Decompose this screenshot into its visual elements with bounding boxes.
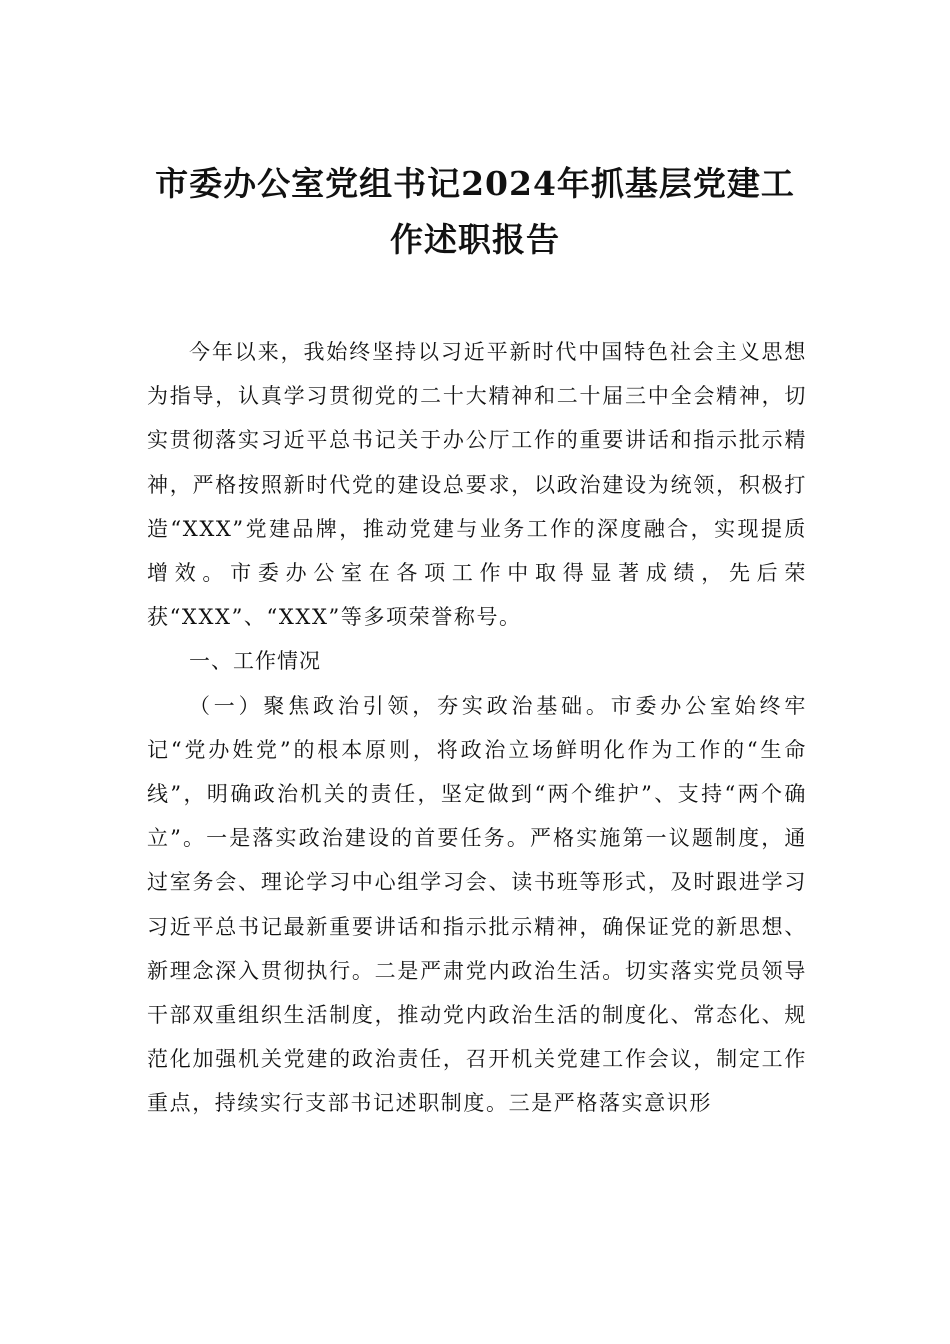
title-line-1: 市委办公室党组书记2024年抓基层党建工 <box>155 164 795 203</box>
intro-paragraph: 今年以来，我始终坚持以习近平新时代中国特色社会主义思想为指导，认真学习贯彻党的二十大精神和二十届三中全会精神，切实贯彻落实习近平总书记关于办公厅工作的重要讲话和指示批示精神，严格按照新时代党的建设总要求，以政治建设为统领，积极打造“XXX”党建品牌，推动党建与业务工作的深度融合，实现提质增效。市委办公室在各项工作中取得显著成绩，先后荣获“XXX”、“XXX”等多项荣誉称号。 <box>147 340 807 630</box>
title-line-2: 作述职报告 <box>390 220 560 259</box>
document-title <box>140 156 810 268</box>
section-heading-work-status: 一、工作情况 <box>189 649 321 674</box>
document-body <box>147 330 807 1126</box>
section-1-paragraph-1: （一）聚焦政治引领，夯实政治基础。市委办公室始终牢记“党办姓党”的根本原则，将政治立场鲜明化作为工作的“生命线”，明确政治机关的责任，坚定做到“两个维护”、支持“两个确立”。一是落实政治建设的首要任务。严格实施第一议题制度，通过室务会、理论学习中心组学习会、读书班等形式，及时跟进学习习近平总书记最新重要讲话和指示批示精神，确保证党的新思想、新理念深入贯彻执行。二是严肃党内政治生活。切实落实党员领导干部双重组织生活制度，推动党内政治生活的制度化、常态化、规范化加强机关党建的政治责任，召开机关党建工作会议，制定工作重点，持续实行支部书记述职制度。三是严格落实意识形 <box>147 693 807 1116</box>
